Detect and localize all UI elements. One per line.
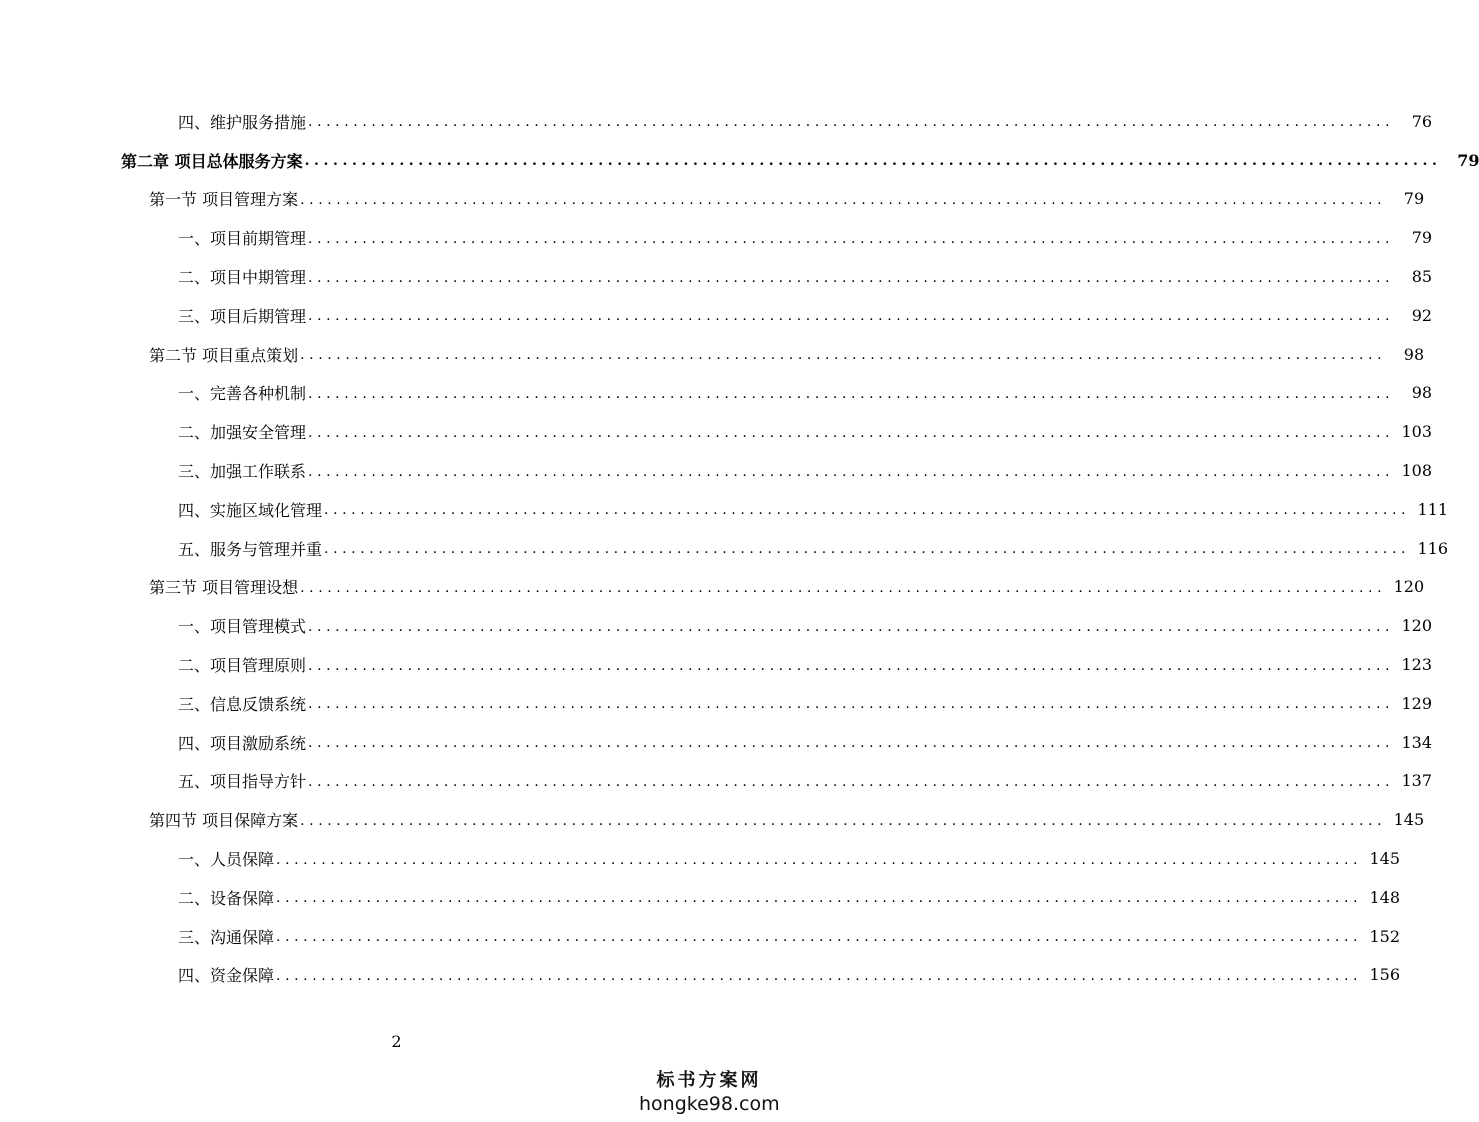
toc-entry-title: 四、项目激励系统	[178, 733, 307, 753]
watermark-url: hongke98.com	[639, 1093, 780, 1115]
toc-entry-page: 129	[1401, 693, 1433, 713]
toc-entry[interactable]	[0, 762, 1433, 801]
toc-leader-dots: ........................................................................................................................	[300, 347, 1387, 364]
toc-entry[interactable]	[0, 412, 1433, 451]
toc-entry-title: 四、资金保障	[178, 966, 275, 986]
toc-entry-page: 98	[1403, 344, 1425, 364]
toc-entry[interactable]	[0, 257, 1433, 296]
toc-entry-page: 134	[1401, 732, 1433, 752]
toc-leader-dots: ........................................................................................................................	[308, 308, 1395, 325]
toc-entry-title: 一、人员保障	[178, 850, 275, 870]
toc-entry-title: 二、加强安全管理	[178, 423, 307, 443]
toc-entry[interactable]	[0, 568, 1425, 607]
toc-leader-dots: ........................................................................................................................	[308, 735, 1395, 752]
toc-entry-title: 一、完善各种机制	[178, 384, 307, 404]
page-number: 2	[391, 1032, 402, 1051]
toc-entry[interactable]	[0, 917, 1401, 956]
toc-entry-page: 145	[1393, 810, 1425, 830]
toc-entry[interactable]	[0, 723, 1433, 762]
toc-entry-page: 137	[1401, 771, 1433, 791]
toc-leader-dots: ........................................................................................................................	[276, 967, 1363, 984]
toc-entry-title: 二、项目中期管理	[178, 268, 307, 288]
toc-entry-title: 一、项目前期管理	[178, 229, 307, 249]
toc-entry[interactable]	[0, 102, 1433, 141]
toc-entry-title: 四、实施区域化管理	[178, 500, 323, 520]
toc-entry-page: 123	[1401, 655, 1433, 675]
toc-entry[interactable]	[0, 839, 1401, 878]
toc-entry-title: 五、服务与管理并重	[178, 539, 323, 559]
toc-entry[interactable]	[0, 490, 1449, 529]
toc-entry-page: 79	[1411, 228, 1433, 248]
toc-entry-page: 152	[1369, 926, 1401, 946]
toc-leader-dots: ........................................................................................................................	[308, 114, 1395, 131]
table-of-contents	[0, 102, 1479, 994]
toc-entry[interactable]	[0, 374, 1433, 413]
toc-entry[interactable]	[0, 529, 1449, 568]
toc-entry-title: 第二章 项目总体服务方案	[121, 151, 303, 171]
toc-entry-page: 76	[1411, 111, 1433, 131]
toc-leader-dots: ........................................................................................................................	[308, 424, 1395, 441]
toc-entry-title: 三、加强工作联系	[178, 462, 307, 482]
toc-leader-dots: ........................................................................................................................	[276, 890, 1363, 907]
toc-entry-page: 120	[1401, 616, 1433, 636]
toc-leader-dots: ........................................................................................................................	[324, 541, 1411, 558]
toc-entry-page: 156	[1369, 965, 1401, 985]
toc-entry-title: 一、项目管理模式	[178, 617, 307, 637]
toc-entry-page: 85	[1411, 267, 1433, 287]
toc-leader-dots: ........................................................................................................................	[304, 153, 1442, 170]
toc-leader-dots: ........................................................................................................................	[300, 579, 1387, 596]
toc-leader-dots: ........................................................................................................................	[308, 657, 1395, 674]
toc-entry-title: 三、信息反馈系统	[178, 694, 307, 714]
toc-entry-title: 第四节 项目保障方案	[149, 811, 299, 831]
toc-entry[interactable]	[0, 296, 1433, 335]
toc-entry-page: 92	[1411, 305, 1433, 325]
toc-entry-title: 第二节 项目重点策划	[149, 345, 299, 365]
toc-entry-page: 111	[1417, 499, 1449, 519]
toc-leader-dots: ........................................................................................................................	[308, 773, 1395, 790]
toc-entry-title: 三、沟通保障	[178, 927, 275, 947]
toc-entry-page: 79	[1403, 189, 1425, 209]
toc-entry-page: 103	[1401, 422, 1433, 442]
toc-entry-title: 第三节 项目管理设想	[149, 578, 299, 598]
toc-leader-dots: ........................................................................................................................	[308, 696, 1395, 713]
toc-leader-dots: ........................................................................................................................	[308, 230, 1395, 247]
toc-leader-dots: ........................................................................................................................	[300, 812, 1387, 829]
toc-entry-title: 二、设备保障	[178, 888, 275, 908]
toc-entry[interactable]	[0, 878, 1401, 917]
toc-entry-page: 145	[1369, 849, 1401, 869]
toc-entry-title: 二、项目管理原则	[178, 656, 307, 676]
toc-entry[interactable]	[0, 956, 1401, 995]
toc-entry-page: 98	[1411, 383, 1433, 403]
toc-entry-title: 五、项目指导方针	[178, 772, 307, 792]
toc-entry[interactable]	[0, 684, 1433, 723]
toc-entry[interactable]	[0, 218, 1433, 257]
toc-entry-title: 三、项目后期管理	[178, 306, 307, 326]
toc-entry-title: 四、维护服务措施	[178, 112, 307, 132]
watermark-title: 标书方案网	[656, 1070, 762, 1091]
toc-entry[interactable]	[0, 141, 1479, 180]
toc-leader-dots: ........................................................................................................................	[308, 269, 1395, 286]
toc-entry-page: 79	[1457, 150, 1479, 170]
toc-entry-page: 108	[1401, 461, 1433, 481]
toc-entry[interactable]	[0, 606, 1433, 645]
toc-entry[interactable]	[0, 645, 1433, 684]
toc-entry[interactable]	[0, 451, 1433, 490]
toc-leader-dots: ........................................................................................................................	[308, 618, 1395, 635]
toc-entry-page: 120	[1393, 577, 1425, 597]
toc-entry[interactable]	[0, 800, 1425, 839]
toc-entry[interactable]	[0, 180, 1425, 219]
toc-entry-page: 116	[1417, 538, 1449, 558]
toc-entry-page: 148	[1369, 887, 1401, 907]
toc-leader-dots: ........................................................................................................................	[276, 851, 1363, 868]
toc-leader-dots: ........................................................................................................................	[324, 502, 1411, 519]
toc-leader-dots: ........................................................................................................................	[308, 385, 1395, 402]
toc-leader-dots: ........................................................................................................................	[300, 191, 1387, 208]
toc-leader-dots: ........................................................................................................................	[308, 463, 1395, 480]
toc-entry[interactable]	[0, 335, 1425, 374]
toc-entry-title: 第一节 项目管理方案	[149, 190, 299, 210]
site-watermark	[639, 1070, 779, 1116]
toc-leader-dots: ........................................................................................................................	[276, 929, 1363, 946]
